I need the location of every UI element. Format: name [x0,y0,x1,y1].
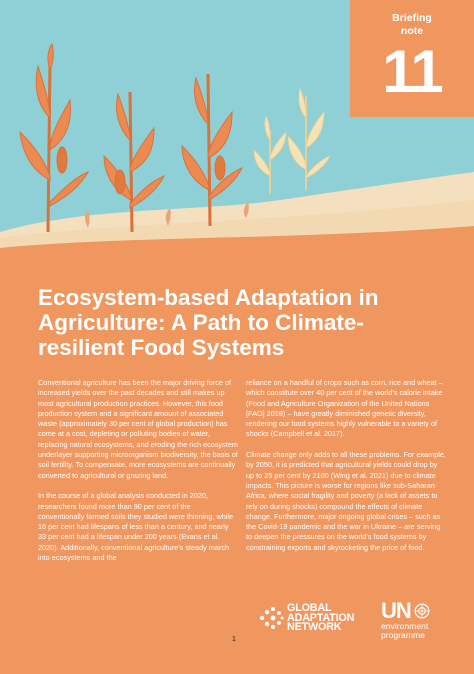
body-column-right [246,378,446,563]
body-column-left [38,378,238,574]
global-adaptation-network-logo [258,604,354,633]
briefing-label-line2: note [400,25,424,37]
gan-line-1: GLOBAL [287,602,332,614]
briefing-note-badge [350,0,474,117]
un-emblem-icon [414,603,430,619]
paragraph: reliance on a handful of crops such as corn, rice and wheat – which constitute over 40 per cent of the world's calorie intake (Food and Agriculture Organization of the United Nations [FAO] 2018) – have greatly diminished genetic diversity, rendering our food systems highly vulnerable to a variety of shocks (Campbell et al. 2017). [246,378,443,439]
page-number: 1 [232,636,236,643]
paragraph: In the course of a global analysis conducted in 2020, researchers found more than 90 per cent of the conventionally farmed soils they studied were thinning, while 16 per cent had lifespans of less than a century, and nearly 33 per cent had a lifespan under 200 years (Evans et al. 2020). Additionally, conventional agriculture's steady march into ecosystems and the [38,491,234,563]
unep-line-2: programme [381,629,425,640]
gan-line-3: NETWORK [287,621,342,634]
un-text: UN [381,598,411,623]
document-title [38,285,438,360]
paragraph: Conventional agriculture has been the major driving force of increased yields over the past decades and still makes up most agricultural production practices. However, this food production system and a significant amount of associated waste (approximately 30 per cent of global production) has come at a cost, depleting or polluting bodies of water, replacing natural ecosystems, and eroding the rich ecosystem underlayer supporting microorganism biodiversity, the basis of soil fertility. To compensate, more ecosystems are continually converted to agricultural or grazing land. [38,378,238,480]
unep-line-1: environment [381,621,429,631]
briefing-note-label [350,0,474,38]
gan-line-2: ADAPTATION [287,611,355,624]
title-line-2: Agriculture: A Path to Climate- [38,310,364,335]
un-environment-programme-logo [381,600,430,639]
briefing-note-number: 11 [382,38,442,105]
title-line-1: Ecosystem-based Adaptation in [38,285,379,310]
briefing-label-line1: Briefing [392,12,432,24]
title-line-3: resilient Food Systems [38,335,285,360]
paragraph: Climate change only adds to all these problems. For example, by 2050, it is predicted that agricultural yields could drop by up to 25 per cent by 2100 (Wing et al. 2021) due to climate impacts. This picture is worse for regions like sub-Saharan Africa, where social fragility and poverty (a lack of assets to rely on during shocks) compound the effects of climate change. Furthermore, major ongoing global crises – such as the Covid-19 pandemic and the war in Ukraine – are serving to deepen the pressures on the world's food systems by constraining exports and skyrocketing the price of food. [246,450,446,552]
network-dots-icon [258,606,284,630]
